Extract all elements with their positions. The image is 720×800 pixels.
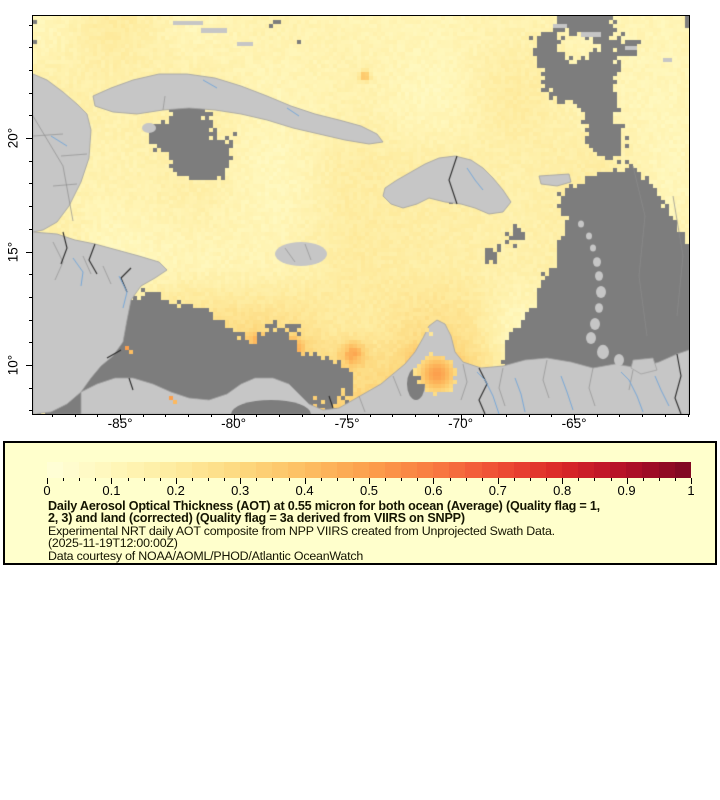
colorbar-segment [401,462,417,478]
y-axis-major-tick [26,138,32,139]
colorbar-minor-tick [611,478,612,481]
x-axis-label: -80° [221,416,247,431]
x-axis-minor-tick [302,414,303,417]
colorbar-minor-tick [401,478,402,481]
x-axis-label: -75° [334,416,360,431]
colorbar-minor-tick [224,478,225,481]
colorbar-segment [337,462,353,478]
colorbar-segment [79,462,95,478]
colorbar-segment [417,462,433,478]
colorbar-minor-tick [192,478,193,481]
y-axis-minor-tick [29,297,32,298]
y-axis-minor-tick [29,115,32,116]
colorbar-minor-tick [208,478,209,481]
colorbar-segment [95,462,111,478]
colorbar-minor-tick [63,478,64,481]
aot-raster-map-canvas [33,16,689,414]
colorbar-segment [578,462,594,478]
y-axis-minor-tick [29,274,32,275]
colorbar-segment [353,462,369,478]
x-axis-minor-tick [688,414,689,417]
colorbar-segment [144,462,160,478]
colorbar-segment [47,462,63,478]
x-axis-minor-tick [619,414,620,417]
legend-panel [3,441,717,565]
colorbar [47,462,691,478]
y-axis-minor-tick [29,206,32,207]
colorbar-segment [288,462,304,478]
colorbar-minor-tick [79,478,80,481]
colorbar-segment [272,462,288,478]
colorbar-minor-tick [128,478,129,481]
colorbar-segment [63,462,79,478]
colorbar-tick-label: 0.4 [295,483,314,498]
colorbar-segment [514,462,530,478]
x-axis-minor-tick [188,414,189,417]
y-axis-minor-tick [29,229,32,230]
colorbar-minor-tick [643,478,644,481]
colorbar-minor-tick [95,478,96,481]
colorbar-minor-tick [546,478,547,481]
x-axis-minor-tick [165,414,166,417]
y-axis-minor-tick [29,183,32,184]
colorbar-minor-tick [594,478,595,481]
colorbar-minor-tick [272,478,273,481]
colorbar-segment [675,462,691,478]
colorbar-tick-label: 0.7 [488,483,507,498]
colorbar-segment [208,462,224,478]
colorbar-minor-tick [160,478,161,481]
colorbar-segment [659,462,675,478]
colorbar-minor-tick [675,478,676,481]
colorbar-minor-tick [385,478,386,481]
x-axis-minor-tick [529,414,530,417]
y-axis-minor-tick [29,388,32,389]
y-axis-major-tick [26,365,32,366]
caption-title-line2: 2, 3) and land (corrected) (Quality flag = 3a derived from VIIRS on SNPP) [48,511,465,526]
x-axis-minor-tick [52,414,53,417]
x-axis-minor-tick [642,414,643,417]
colorbar-segment [224,462,240,478]
colorbar-segment [465,462,481,478]
colorbar-segment [449,462,465,478]
x-axis-label: -65° [561,416,587,431]
colorbar-segment [626,462,642,478]
colorbar-segment [127,462,143,478]
x-axis-minor-tick [75,414,76,417]
colorbar-tick-label: 0.8 [553,483,572,498]
colorbar-tick-label: 0.1 [102,483,121,498]
x-axis-label: -85° [107,416,133,431]
colorbar-segment [498,462,514,478]
colorbar-segment [642,462,658,478]
x-axis-minor-tick [392,414,393,417]
y-axis-minor-tick [29,410,32,411]
x-axis-minor-tick [665,414,666,417]
colorbar-segment [482,462,498,478]
colorbar-minor-tick [578,478,579,481]
colorbar-segment [321,462,337,478]
colorbar-minor-tick [144,478,145,481]
caption-subtitle: Experimental NRT daily AOT composite from NPP VIIRS created from Unprojected Swath Data. [48,523,555,538]
colorbar-minor-tick [337,478,338,481]
colorbar-minor-tick [353,478,354,481]
colorbar-minor-tick [530,478,531,481]
colorbar-minor-tick [466,478,467,481]
x-axis-minor-tick [506,414,507,417]
colorbar-minor-tick [482,478,483,481]
colorbar-tick-label: 0.2 [166,483,185,498]
colorbar-segment [240,462,256,478]
y-axis-minor-tick [29,93,32,94]
colorbar-minor-tick [289,478,290,481]
y-axis-minor-tick [29,25,32,26]
colorbar-tick-label: 0 [43,483,51,498]
colorbar-segment [369,462,385,478]
colorbar-tick-label: 0.9 [617,483,636,498]
x-axis-minor-tick [279,414,280,417]
y-axis-minor-tick [29,342,32,343]
y-axis-label: 10° [5,354,21,376]
colorbar-segment [433,462,449,478]
colorbar-segment [610,462,626,478]
colorbar-tick-label: 0.5 [359,483,379,498]
map-plot-area [32,15,690,415]
y-axis-minor-tick [29,47,32,48]
x-axis-label: -70° [448,416,474,431]
caption-title-line1: Daily Aerosol Optical Thickness (AOT) at 0.55 micron for both ocean (Average) (Quality flag = 1, [48,499,600,513]
y-axis-minor-tick [29,320,32,321]
caption-credit: Data courtesy of NOAA/AOML/PHOD/Atlantic OceanWatch [48,548,364,563]
caption-timestamp: (2025-11-19T12:00:00Z) [48,536,178,551]
colorbar-minor-tick [514,478,515,481]
colorbar-segment [594,462,610,478]
colorbar-minor-tick [450,478,451,481]
colorbar-tick-label: 1 [687,483,695,498]
colorbar-tick-label: 0.3 [231,483,250,498]
y-axis-major-tick [26,252,32,253]
colorbar-minor-tick [417,478,418,481]
y-axis-label: 20° [5,127,21,149]
colorbar-segment [562,462,578,478]
colorbar-segment [546,462,562,478]
colorbar-segment [256,462,272,478]
colorbar-minor-tick [256,478,257,481]
colorbar-minor-tick [659,478,660,481]
caption-block [48,500,600,562]
y-axis-minor-tick [29,70,32,71]
colorbar-tick-label: 0.6 [424,483,443,498]
colorbar-segment [111,462,127,478]
y-axis-minor-tick [29,161,32,162]
x-axis-minor-tick [415,414,416,417]
colorbar-segment [305,462,321,478]
colorbar-segment [176,462,192,478]
colorbar-segment [192,462,208,478]
colorbar-minor-tick [321,478,322,481]
colorbar-segment [160,462,176,478]
colorbar-segment [385,462,401,478]
colorbar-segment [530,462,546,478]
y-axis-label: 15° [5,241,21,262]
